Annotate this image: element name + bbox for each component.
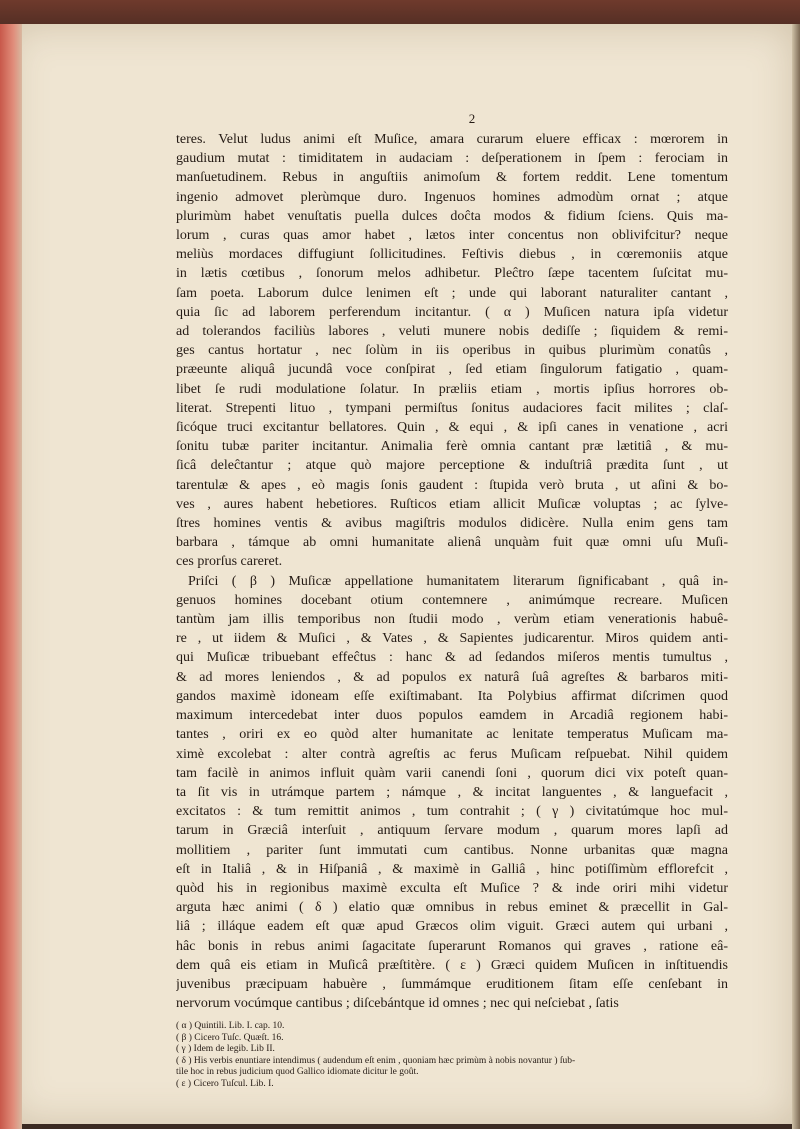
text-line: ſicóque truci excitantur bellatores. Quin , & equi , & ipſi canes in venatione , acri [176,420,728,436]
text-line: ſicâ deleĉtantur ; atque quò majore perceptione & induſtriâ prædita ſunt , ut [176,458,728,474]
text-line: tantes , oriri ex eo quòd alter humanitate ac lenitate temperatus Muſicam ma- [176,727,728,743]
text-line: quia ſic ad laborem perferendum incitantur. ( α ) Muſicen natura ipſa videtur [176,304,728,320]
text-line: eſt in Italiâ , & in Hiſpaniâ , & maximè in Galliâ , hinc potiſſimùm efflorefcit , [176,861,728,877]
text-line: tarentulæ & apes , eò magis ſonis gaudent : ſtupida verò bruta , ut aſini & bo- [176,477,728,493]
text-line: hâc bonis in rebus animi ſagacitate ſuperarunt Romanos qui graves , ratione eâ- [176,938,728,954]
text-line: ta ſit vis in utrámque partem ; námque , & incitat languentes , & languefacit , [176,784,728,800]
text-line: teres. Velut ludus animi eſt Muſice, amara curarum eluere efficax : mœrorem in [176,132,728,147]
text-line: ges cantus hortatur , nec ſolùm in iis operibus in quibus plurimùm conatûs , [176,343,728,359]
text-line: ſtres homines ventis & avibus magiſtris modulos didicère. Nulla enim gens tam [176,516,728,532]
text-line: dem quâ eis etiam in Muſicâ præſtitère. ( ε ) Græci quidem Muſicen in inſtituendis [176,957,728,973]
text-line: ingenio admovet plerùmque duro. Ingenuos homines admodùm ornat ; atque [176,189,728,205]
text-line: lorum , curas quas amor habet , lætos inter concentus non oblivifcitur? neque [176,228,728,244]
text-line: quòd his in regionibus maximè exculta eſt Muſice ? & inde oriri mihi videtur [176,880,728,896]
text-line: manſuetudinem. Rebus in anguſtiis animoſum & fortem reddit. Lene tomentum [176,170,728,186]
paragraph-1 [176,130,728,572]
footnote: tile hoc in rebus judicium quod Gallico idiomate dicitur le goût. [176,1067,419,1078]
text-line: juvenibus præcipuam habuère , ſummámque eruditionem ſitam eſſe cenſebant in [176,976,728,992]
text-line: mollitiem , pariter ſunt immutati cum cantibus. Nonne urbanitas quæ magna [176,842,728,858]
text-line: præeunte aliquâ jucundâ voce conſpirat , ſed etiam ſingulorum fatigatio , quam- [176,362,728,378]
text-line: qui Muſicæ tribuebant effeĉtus : hanc & ad ſedandos miſeros mentis tumultus , [176,650,728,666]
text-line: excitatos : & tum remittit animos , tum contrahit ; ( γ ) civitatúmque hoc mul- [176,804,728,820]
text-line: in lætis cœtibus , ſonorum melos adhibetur. Pleĉtro ſæpe tacentem ſuſcitat mu- [176,266,728,282]
text-line: barbara , támque ab omni humanitate alienâ unquàm fuit quæ omni uſu Muſi- [176,535,728,551]
text-line: liâ ; illáque eadem eſt quæ apud Græcos olim viguit. Græci autem qui urbani , [176,919,728,935]
text-line: re , ut iidem & Muſici , & Vates , & Sapientes judicarentur. Miros quidem anti- [176,631,728,647]
footnote: ( δ ) His verbis enuntiare intendimus ( audendum eſt enim , quoniam hæc primùm à nobis novantur ) ſub- [176,1055,576,1066]
text-line: tam facilè in animos influit quàm varii canendi ſoni , quorum dici vix poteſt quan- [176,765,728,781]
text-line: ſonitu tubæ pariter incitantur. Animalia ferè omnia cantant præ lætitiâ , & mu- [176,439,728,455]
text-line: literat. Strepenti lituo , tympani permiſtus ſonitus audaciores facit milites ; claſ- [176,400,728,416]
text-line: nervorum vocúmque cantibus ; diſcebántque id omnes ; nec qui neſciebat , ſatis [176,996,619,1012]
text-line: plurimùm habet venuſtatis puella dulces doĉta modos & fidium ſciens. Quis ma- [176,208,728,224]
footnotes [176,1021,728,1090]
footnote: ( β ) Cicero Tuſc. Quæſt. 16. [176,1032,284,1043]
text-line: ces prorſus careret. [176,554,283,570]
page-edge-left [0,24,22,1129]
text-line: ad tolerandos faciliùs labores , veluti munere nobis dediſſe ; ſiquidem & remi- [176,324,728,340]
text-line: libet ſe rudi modulatione ſolatur. In præliis etiam , mortis ipſius horrores ob- [176,381,728,397]
text-line: gaudium mutat : timiditatem in audaciam : deſperationem in ſpem : ferociam in [176,151,728,167]
text-line: ſam poeta. Laborum dulce lenimen eſt ; unde qui laborant naturaliter cantant , [176,285,728,301]
text-line: maximum intercedebat inter duos populos eamdem in Arcadiâ regionem habi- [176,708,728,724]
text-line: ximè excolebat : alter contrà agreſtis ac ferus Muſicam reſpuebat. Nihil quidem [176,746,728,762]
text-line: Priſci ( β ) Muſicæ appellatione humanitatem literarum ſignificabant , quâ in- [188,573,728,589]
page-text-block [176,112,728,1090]
text-line: meliùs mordaces diffugiunt ſollicitudines. Feſtivis diebus , in cœremoniis atque [176,247,728,263]
footnote: ( γ ) Idem de legib. Lib II. [176,1044,275,1055]
text-line: tantùm jam illis temporibus non ſtudii modo , verùm etiam venerationis habuê- [176,612,728,628]
page-number: 2 [468,111,476,126]
text-line: tarum in Græciâ interſuit , antiquum ſervare modum , quarum mores lapſi ad [176,823,728,839]
text-line: genuos homines docebant otium contemnere , animúmque recreare. Muſicen [176,592,728,608]
text-line: gandos maximè idoneam eſſe exiſtimabant. Ita Polybius affirmat diſcrimen quod [176,688,728,704]
footnote: ( ε ) Cicero Tuſcul. Lib. I. [176,1078,274,1089]
text-line: ves , aures habent hebetiores. Ruſticos etiam allicit Muſicæ voluptas ; ac ſylve- [176,496,728,512]
footnote: ( α ) Quintili. Lib. I. cap. 10. [176,1021,285,1032]
paragraph-2 [176,572,728,1014]
text-line: & ad mores leniendos , & ad populos ex naturâ ſuâ agreſtes & barbaros miti- [176,669,728,685]
page-edge-right [792,24,800,1129]
text-line: arguta hæc animi ( δ ) elatio quæ omnibus in rebus eminet & præcellit in Gal- [176,900,728,916]
